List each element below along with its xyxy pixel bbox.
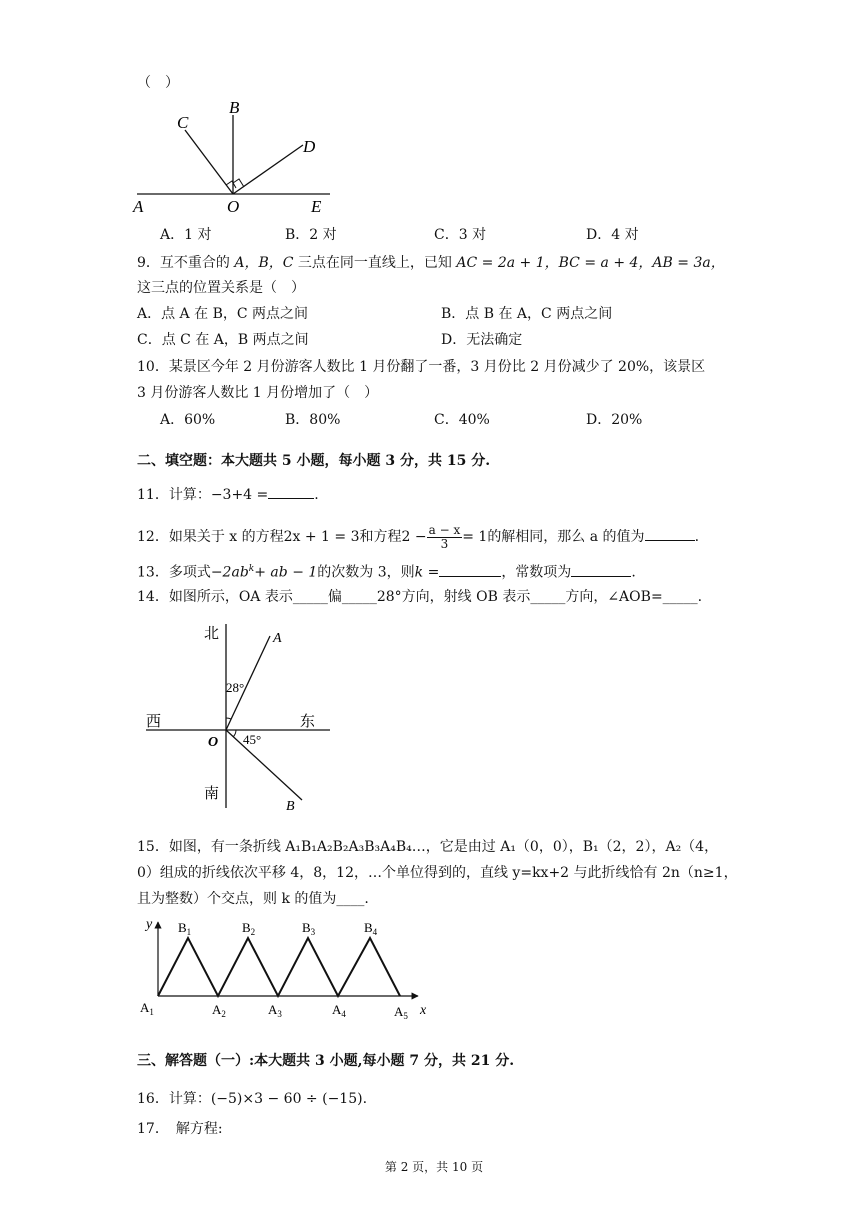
- compass-figure: [140, 618, 340, 810]
- label-b3: $B_3$: [302, 920, 316, 937]
- label-D: D: [303, 137, 316, 156]
- q9-option-d: D．无法确定: [441, 332, 523, 348]
- q8-option-d: D．4 对: [586, 227, 639, 243]
- q13-k: k =: [414, 564, 440, 581]
- q17: 17． 解方程:: [137, 1121, 223, 1137]
- q10-option-c: C．40%: [434, 412, 490, 428]
- q10-stem-line2: 3 月份游客人数比 1 月份增加了（ ）: [137, 385, 379, 401]
- compass-angle-45: 45°: [243, 732, 262, 747]
- q12-equation-2-rest: = 1: [462, 529, 488, 545]
- label-a5: $A_5$: [394, 1004, 408, 1021]
- q12-equation-1: 2x + 1 = 3: [283, 529, 360, 545]
- q12-two: 2 −: [401, 529, 427, 545]
- q9-text-c: 三点在同一直线上，已知: [293, 255, 457, 271]
- q9-option-c: C．点 C 在 A，B 两点之间: [137, 332, 309, 348]
- compass-point-b: B: [286, 799, 295, 810]
- page-footer: 第 2 页，共 10 页: [384, 1160, 484, 1174]
- q15-stem-line1: 15．如图，有一条折线 A₁B₁A₂B₂A₃B₃A₄B₄…，它是由过 A₁（0，0），B₁（2，2），A₂（4，: [137, 839, 719, 855]
- q13: [137, 560, 636, 582]
- label-a3: $A_3$: [268, 1002, 282, 1019]
- q8-angle-figure: [125, 95, 345, 220]
- compass-west: 西: [146, 714, 162, 730]
- zigzag-y-axis-label: y: [146, 917, 153, 932]
- q9-text-a: 9．互不重合的: [137, 255, 235, 271]
- label-E: E: [311, 197, 322, 216]
- compass-point-a: A: [273, 631, 282, 646]
- q12-end: .: [694, 529, 700, 545]
- q13-text-c: ，常数项为: [501, 564, 572, 581]
- q10-option-a: A．60%: [160, 412, 216, 428]
- q8-paren: （ ）: [137, 75, 179, 91]
- q9-option-b: B．点 B 在 A，C 两点之间: [441, 306, 613, 322]
- q13-blank-2: [571, 576, 631, 577]
- q8-option-b: B．2 对: [285, 227, 337, 243]
- q10-option-d: D．20%: [586, 412, 643, 428]
- q16: [137, 1090, 367, 1108]
- q12: [137, 520, 699, 554]
- q12-text-c: 的解相同，那么 a 的值为: [487, 529, 645, 545]
- label-a1: $A_1$: [140, 1000, 154, 1017]
- label-A: A: [133, 197, 144, 216]
- q9-points: A，B，C: [234, 255, 294, 271]
- label-b2: $B_2$: [242, 920, 256, 937]
- section-2-heading: 二、填空题：本大题共 5 小题，每小题 3 分，共 15 分.: [137, 453, 491, 469]
- compass-angle-28: 28°: [226, 680, 245, 695]
- q13-blank-1: [439, 576, 501, 577]
- q15-stem-line2: 0）组成的折线依次平移 4，8，12，…个单位得到的，直线 y=kx+2 与此折线恰有 2n（n≥1，: [137, 865, 738, 881]
- q8-option-c: C．3 对: [434, 227, 487, 243]
- q13-exponent: k: [248, 564, 255, 574]
- label-B: B: [229, 98, 240, 117]
- q10-option-b: B．80%: [285, 412, 341, 428]
- q13-poly: −2ab: [210, 564, 249, 581]
- q9-option-a: A．点 A 在 B，C 两点之间: [137, 306, 309, 322]
- q8-option-a: A．1 对: [160, 227, 212, 243]
- q13-text-a: 13．多项式: [137, 564, 211, 581]
- q12-denominator: 3: [440, 536, 449, 551]
- q13-poly2: + ab − 1: [254, 564, 318, 581]
- q12-text-b: 和方程: [359, 529, 402, 545]
- q12-fraction: [427, 524, 463, 551]
- q14-stem: 14．如图所示，OA 表示_____偏_____28°方向，射线 OB 表示_____方向，∠AOB=_____.: [137, 589, 703, 605]
- label-C: C: [177, 113, 189, 132]
- q15-stem-line3: 且为整数）个交点，则 k 的值为____.: [137, 891, 369, 907]
- q11: [137, 486, 319, 504]
- q10-stem-line1: 10．某景区今年 2 月份游客人数比 1 月份翻了一番，3 月份比 2 月份减少了 20%，该景区: [137, 359, 706, 375]
- label-b4: $B_4$: [364, 920, 378, 937]
- q9-stem-line2: 这三点的位置关系是（ ）: [137, 280, 305, 296]
- q12-blank: [645, 540, 695, 541]
- zigzag-x-axis-label: x: [420, 1003, 427, 1018]
- q16-end: .: [362, 1091, 368, 1107]
- q9-stem-line1: [137, 254, 725, 272]
- compass-north: 北: [204, 626, 220, 642]
- compass-south: 南: [204, 786, 220, 802]
- label-O: O: [227, 197, 240, 216]
- q16-expression: (−5)×3 − 60 ÷ (−15): [210, 1091, 363, 1107]
- section-3-heading: 三、解答题（一）:本大题共 3 小题,每小题 7 分，共 21 分.: [137, 1053, 515, 1069]
- q12-text-a: 12．如果关于 x 的方程: [137, 529, 284, 545]
- label-a4: $A_4$: [332, 1002, 346, 1019]
- label-b1: $B_1$: [178, 920, 192, 937]
- q12-numerator: a − x: [428, 522, 461, 537]
- q11-text: 11．计算：−3+4 =: [137, 487, 269, 503]
- compass-origin: O: [208, 735, 219, 750]
- compass-east: 东: [300, 714, 316, 730]
- q9-equations: AC = 2a + 1，BC = a + 4，AB = 3a，: [456, 255, 725, 271]
- q13-text-b: 的次数为 3，则: [317, 564, 415, 581]
- label-a2: $A_2$: [212, 1002, 226, 1019]
- q13-end: .: [631, 564, 636, 581]
- q16-text: 16．计算：: [137, 1091, 211, 1107]
- q11-blank: [268, 498, 314, 499]
- zigzag-figure: [138, 914, 438, 1026]
- q11-end: .: [314, 487, 319, 503]
